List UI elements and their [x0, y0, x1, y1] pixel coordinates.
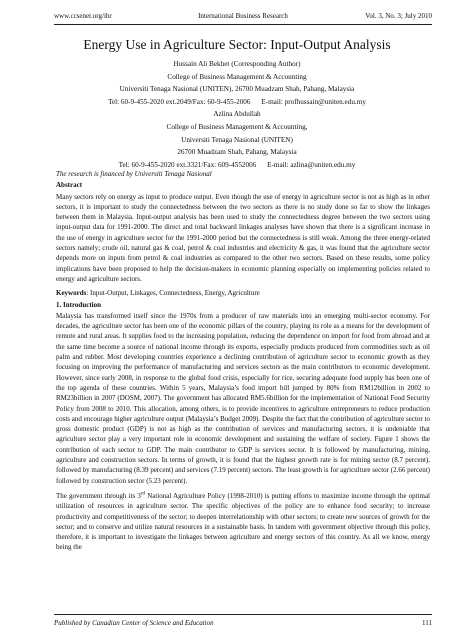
author1-contact — [40, 96, 434, 109]
author1-phone: Tel: 60-9-455-2020 ext.2049/Fax: 60-9-455-2006 — [108, 97, 251, 106]
keywords-label: Keywords — [56, 289, 87, 298]
author2-address: 26700 Muadzam Shah, Pahang, Malaysia — [177, 148, 297, 157]
author2-college: College of Business Management & Accounting, — [166, 122, 308, 131]
abstract-heading: Abstract — [56, 181, 83, 190]
author1-address: Universiti Tenaga Nasional (UNITEN), 26700 Muadzam Shah, Pahang, Malaysia — [119, 85, 355, 94]
author1-college: College of Business Management & Accounting — [167, 72, 307, 81]
abstract-text: Many sectors rely on energy as input to produce output. Even though the use of energy in agriculture sector is not as high as in other sectors, it is important to study the connectedness between the two sectors as there is no study done so far to show the linkages between them in Malaysia. Input-output analysis has been used to study the connectedness degree between the two sectors using input-output data for 1991-2000. The direct and total backward linkages analyses have shown that there is a significant increase in the use of energy in agriculture sector for the 1991-2000 period but the connectedness is still weak. Among the three energy-related sectors namely; crude oil, natural gas & coal, petrol & coal industries and electricity & gas, it was found that the agriculture sector depends more on inputs from petrol & coal industries as compared to the other two sectors. Based on these results, some policy implications have been proposed to help the decision-makers in economic planning especially on implementing policies related to energy and agriculture sectors. — [56, 192, 430, 283]
header-volume: Vol. 3, No. 3; July 2010 — [365, 12, 432, 20]
author1-name: Hussain Ali Bekhet (Corresponding Author) — [173, 60, 301, 68]
running-footer — [54, 617, 432, 629]
author2-email[interactable]: E-mail: azlina@uniten.edu.my — [267, 160, 356, 169]
header-rule — [54, 24, 432, 25]
author2-phone: Tel: 60-9-455-2020 ext.3321/Fax: 609-4552006 — [118, 160, 257, 169]
author2-name: Azlina Abdullah — [213, 110, 261, 119]
paper-body — [56, 169, 430, 553]
intro-paragraph-1: Malaysia has transformed itself since the 1970s from a producer of raw materials into an emerging multi-sector economy. For decades, the agriculture sector has been one of the economic pillars of the country, playing its role as a means for the development of remote and rural areas. It supplies food to the increasing population, reducing the dependence on import for food from abroad and at the same time become a source of national income through its exports, especially products produced from commodities such as oil palm and rubber. Most developing countries experience a declining contribution of agriculture sector to economic growth as they focusing on improving the performance of manufacturing and services sectors as the main contributors to economic development. However, since early 2008, in response to the global food crisis, especially for rice, securing adequate food supply has been one of the top agenda of these countries. Within 5 years, Malaysia’s food import bill jumped by 80% from RM12billion in 2002 to RM23billion in 2007 (DOSM, 2007). The government has allocated RM5.6billion for the implementation of National Food Security Policy from 2008 to 2010. This allocation, among others, is to provide incentives to agriculture entrepreneurs to reduce production costs and encourage higher agriculture output (Malaysia’s Budget 2009). Despite the fact that the contribution of agriculture sector to gross domestic product (GDP) is not as high as the contribution of services and manufacturing sectors, it is undeniable that agriculture sector play a very important role in economic development and sustaining the welfare of society. Figure 1 shows the contribution of each sector to GDP. The main contributor to GDP is services sector. It is followed by manufacturing, mining, agriculture and construction sectors. In terms of growth, it is found that the highest growth rate is for mining sector (8.7 percent), followed by manufacturing (8.39 percent) and services (7.19 percent) sectors. The least growth is for agriculture sector (2.66 percent) followed by construction sector (5.23 percent). — [56, 311, 430, 485]
footer-publisher: Published by Canadian Center of Science and Education — [54, 619, 214, 627]
para2-rest: National Agriculture Policy (1998-2010) is putting efforts to maximize income through the optimal utilization of resources in agriculture sector. The specific objectives of the policy are to enhance food security; to increase productivity and competitiveness of the sector; to deepen interrelationship with other sectors; to create new sources of growth for the sector; and to conserve and utilize natural resources in a sustainable basis. In tandem with government objective through this policy, therefore, it is important to investigate the linkages between agriculture and energy sectors of this country. As all we know, energy being the — [56, 491, 430, 552]
intro-heading: 1. Introduction — [56, 300, 101, 309]
para2-superscript: rd — [140, 491, 146, 497]
author2-university: Universiti Tenaga Nasional (UNITEN) — [181, 135, 293, 144]
funding-note: The research is financed by Universiti Tenaga Nasional — [56, 170, 212, 178]
footer-rule — [54, 614, 432, 615]
header-journal: International Business Research — [198, 12, 288, 20]
author-block — [40, 58, 434, 171]
intro-paragraph-2 — [56, 491, 430, 553]
running-header — [54, 10, 432, 22]
page-number: 111 — [422, 619, 432, 627]
keywords-text: : Input-Output, Linkages, Connectedness, Energy, Agriculture — [86, 289, 260, 298]
para2-start: The government through its 3 — [56, 491, 141, 500]
author1-email[interactable]: E-mail: profhussain@uniten.edu.my — [261, 97, 366, 106]
paper-title: Energy Use in Agriculture Sector: Input-Output Analysis — [83, 37, 391, 52]
header-url[interactable]: www.ccsenet.org/ibr — [54, 12, 112, 20]
keywords-line — [56, 288, 430, 298]
